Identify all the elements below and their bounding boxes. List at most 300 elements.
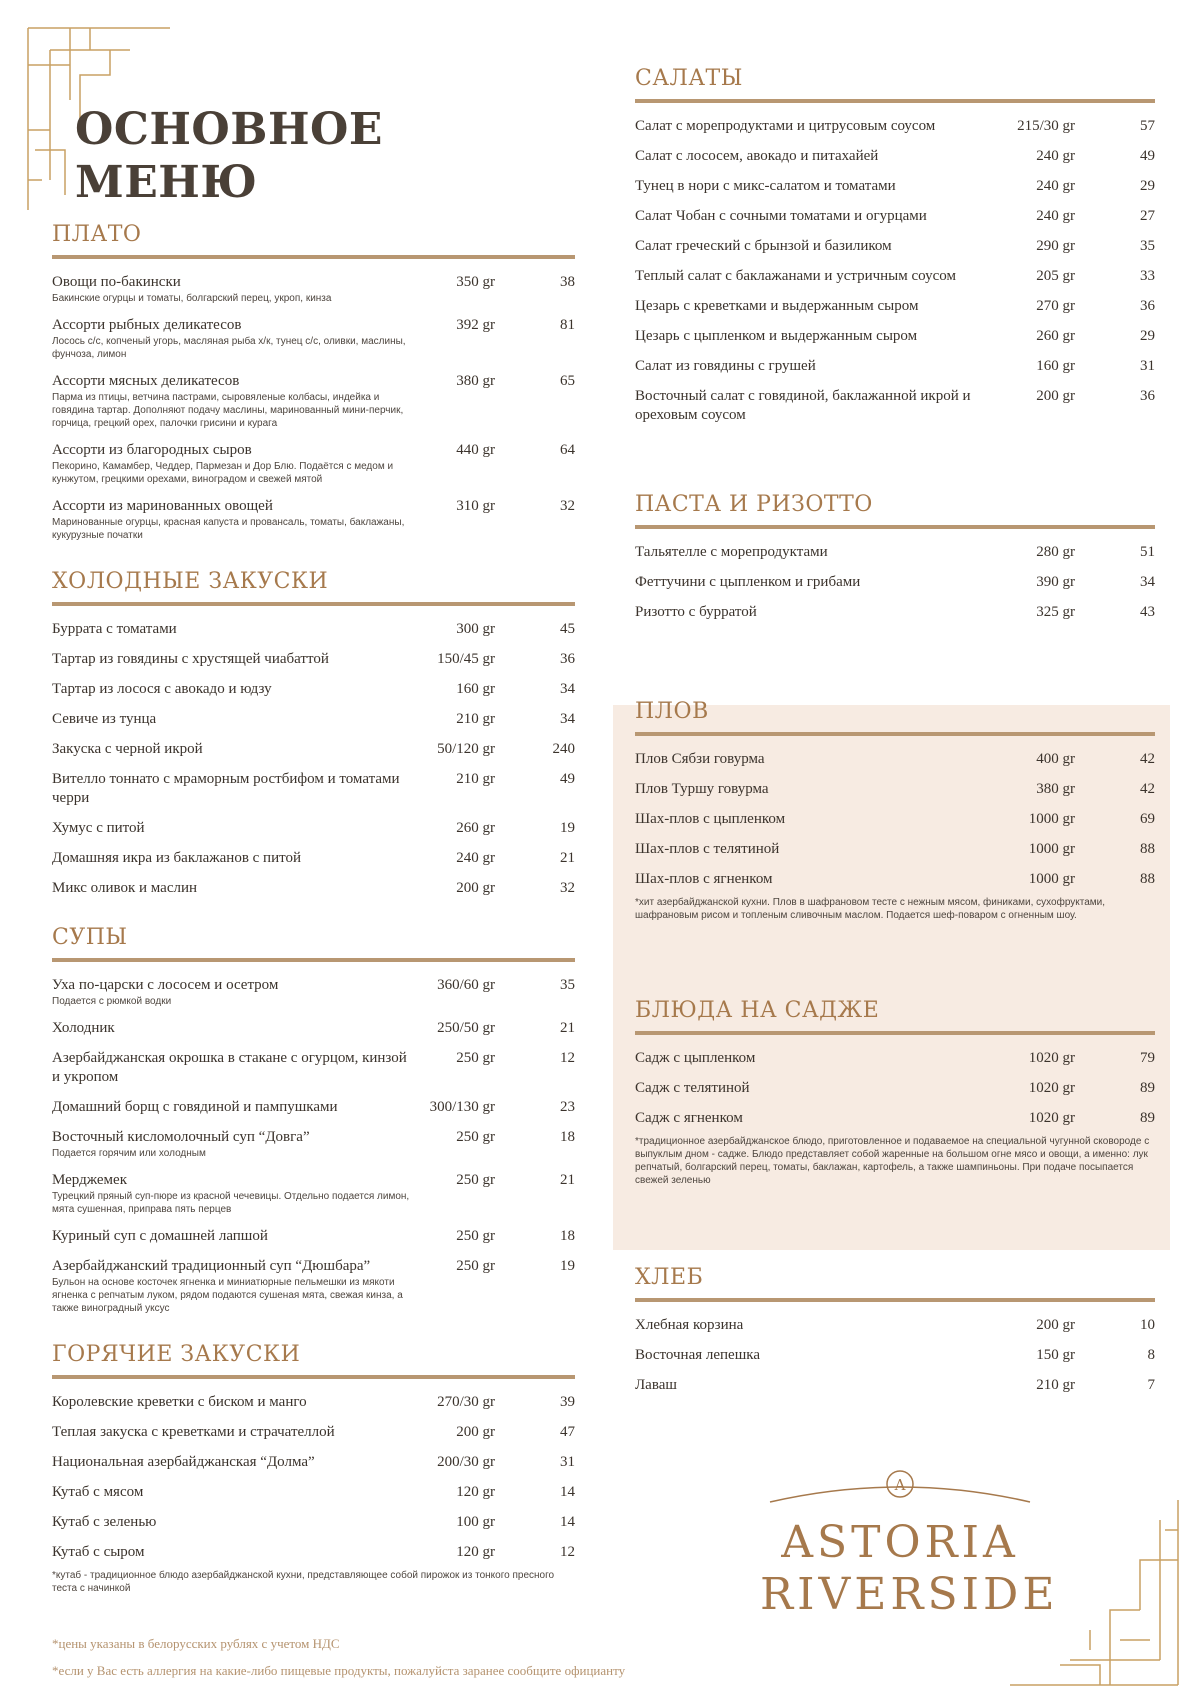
- menu-item-name-block: [52, 976, 415, 1008]
- menu-item-name-block: [635, 237, 995, 256]
- menu-item: [52, 970, 575, 1013]
- menu-item-name: Кутаб с мясом: [52, 1484, 144, 1500]
- section-note: *кутаб - традиционное блюдо азербайджанской кухни, представляющее собой пирожок из тонкого пресного теста с начинкой: [52, 1570, 555, 1594]
- menu-item-price: 29: [1140, 328, 1155, 344]
- menu-item-name-block: [52, 770, 415, 808]
- menu-item-name-block: [635, 297, 995, 316]
- section-plov: [635, 699, 1155, 922]
- menu-item-name: Шах-плов с цыпленком: [635, 811, 786, 827]
- menu-item-name: Хумус с питой: [52, 820, 145, 836]
- menu-item-price: 32: [560, 880, 575, 896]
- menu-item-name-block: [635, 1346, 995, 1365]
- menu-item-price: 14: [560, 1514, 575, 1530]
- menu-item: [52, 704, 575, 734]
- menu-item: [52, 1013, 575, 1043]
- menu-item-price: 14: [560, 1484, 575, 1500]
- menu-item-name-block: [52, 819, 415, 838]
- menu-item-weight: 240 gr: [1036, 208, 1075, 224]
- menu-item-name: Шах-плов с телятиной: [635, 841, 780, 857]
- menu-column-right: [635, 66, 1155, 1400]
- menu-item: [635, 1370, 1155, 1400]
- menu-item: [635, 201, 1155, 231]
- menu-item-weight: 150/45 gr: [437, 651, 495, 667]
- menu-item-name-block: [635, 603, 995, 622]
- menu-item-name-block: [52, 740, 415, 759]
- menu-item-name-block: [52, 1257, 415, 1315]
- menu-item: [635, 231, 1155, 261]
- page-title: ОСНОВНОЕ МЕНЮ: [75, 104, 383, 208]
- section-title: ПЛАТО: [52, 222, 575, 259]
- menu-item: [635, 864, 1155, 894]
- menu-item-name-block: [52, 710, 415, 729]
- menu-item-price: 240: [552, 741, 575, 757]
- menu-item-name-block: [635, 1049, 995, 1068]
- menu-item-description: Маринованные огурцы, красная капуста и провансаль, томаты, баклажаны, кукурузные початки: [52, 517, 405, 541]
- menu-item: [635, 597, 1155, 627]
- menu-item: [52, 310, 575, 366]
- menu-item: [635, 351, 1155, 381]
- menu-item-weight: 205 gr: [1036, 268, 1075, 284]
- menu-item-weight: 1000 gr: [1028, 841, 1075, 857]
- menu-item-name: Тартар из лосося с авокадо и юдзу: [52, 681, 272, 697]
- menu-item-price: 32: [560, 498, 575, 514]
- section-title: ХЛЕБ: [635, 1265, 1155, 1302]
- menu-item: [635, 1073, 1155, 1103]
- menu-item-name: Азербайджанская окрошка в стакане с огурцом, кинзой и укропом: [52, 1050, 407, 1085]
- menu-item-price: 65: [560, 373, 575, 389]
- menu-item-weight: 390 gr: [1036, 574, 1075, 590]
- menu-item-name-block: [635, 327, 995, 346]
- menu-item-weight: 270 gr: [1036, 298, 1075, 314]
- menu-item-price: 27: [1140, 208, 1155, 224]
- menu-item-name: Шах-плов с ягненком: [635, 871, 773, 887]
- menu-item-name-block: [635, 387, 995, 425]
- menu-item-weight: 1000 gr: [1028, 811, 1075, 827]
- menu-item: [635, 804, 1155, 834]
- footnote-prices: *цены указаны в белорусских рублях с учетом НДС: [52, 1636, 340, 1651]
- brand-logo: [760, 1462, 1059, 1621]
- menu-item-price: 8: [1147, 1347, 1155, 1363]
- menu-item-price: 31: [560, 1454, 575, 1470]
- menu-item-price: 39: [560, 1394, 575, 1410]
- menu-item: [52, 1417, 575, 1447]
- menu-item-price: 42: [1140, 751, 1155, 767]
- menu-item-name: Тартар из говядины с хрустящей чиабаттой: [52, 651, 329, 667]
- menu-item-list: [52, 1387, 575, 1567]
- menu-item: [52, 734, 575, 764]
- menu-item: [52, 674, 575, 704]
- menu-item-name-block: [52, 372, 415, 430]
- menu-item-price: 45: [560, 621, 575, 637]
- menu-item-weight: 400 gr: [1036, 751, 1075, 767]
- menu-item-weight: 310 gr: [456, 498, 495, 514]
- menu-item-name: Лаваш: [635, 1377, 677, 1393]
- menu-item-name-block: [52, 1227, 415, 1246]
- menu-item-name-block: [52, 1019, 415, 1038]
- menu-item-name: Азербайджанский традиционный суп “Дюшбара”: [52, 1258, 371, 1274]
- menu-item-weight: 280 gr: [1036, 544, 1075, 560]
- menu-item-price: 36: [1140, 388, 1155, 404]
- menu-item-name-block: [52, 273, 415, 305]
- menu-item-name: Теплый салат с баклажанами и устричным соусом: [635, 268, 956, 284]
- menu-item: [635, 744, 1155, 774]
- menu-item-price: 35: [1140, 238, 1155, 254]
- menu-item-price: 36: [560, 651, 575, 667]
- section-sadj: [635, 998, 1155, 1187]
- menu-item-price: 31: [1140, 358, 1155, 374]
- menu-item-weight: 160 gr: [456, 681, 495, 697]
- menu-item-name-block: [635, 1109, 995, 1128]
- menu-item-name: Овощи по-бакински: [52, 274, 181, 290]
- menu-item-name-block: [635, 147, 995, 166]
- menu-item: [52, 813, 575, 843]
- menu-item-weight: 240 gr: [1036, 148, 1075, 164]
- menu-item-description: Подается горячим или холодным: [52, 1148, 206, 1159]
- menu-item-name: Восточный кисломолочный суп “Довга”: [52, 1129, 310, 1145]
- menu-item: [635, 291, 1155, 321]
- menu-item-name-block: [52, 1483, 415, 1502]
- menu-item-price: 42: [1140, 781, 1155, 797]
- section-title: ГОРЯЧИЕ ЗАКУСКИ: [52, 1342, 575, 1379]
- section-hot: [52, 1342, 575, 1595]
- menu-item-name-block: [635, 117, 995, 136]
- menu-item: [635, 381, 1155, 430]
- menu-item-name: Восточная лепешка: [635, 1347, 760, 1363]
- menu-item-price: 19: [560, 820, 575, 836]
- logo-emblem-icon: [760, 1462, 1040, 1512]
- menu-item-weight: 250 gr: [456, 1172, 495, 1188]
- menu-item-description: Подается с рюмкой водки: [52, 996, 172, 1007]
- menu-item-name-block: [52, 1393, 415, 1412]
- menu-item: [635, 111, 1155, 141]
- menu-column-left: [52, 222, 575, 1595]
- footnote-allergy: *если у Вас есть аллергия на какие-либо пищевые продукты, пожалуйста заранее сообщите официанту: [52, 1663, 626, 1678]
- menu-item: [52, 873, 575, 903]
- menu-item-name: Микс оливок и маслин: [52, 880, 198, 896]
- menu-item-name-block: [52, 879, 415, 898]
- menu-item-name-block: [52, 1128, 415, 1160]
- menu-item-list: [635, 111, 1155, 430]
- menu-item: [635, 261, 1155, 291]
- menu-item-weight: 210 gr: [456, 711, 495, 727]
- menu-item: [52, 644, 575, 674]
- menu-item-price: 7: [1147, 1377, 1155, 1393]
- menu-item-price: 43: [1140, 604, 1155, 620]
- menu-item-list: [635, 1043, 1155, 1133]
- menu-item-name-block: [635, 750, 995, 769]
- menu-item-price: 12: [560, 1544, 575, 1560]
- menu-item: [52, 764, 575, 813]
- menu-item-price: 21: [560, 1172, 575, 1188]
- menu-item-name: Садж с цыпленком: [635, 1050, 756, 1066]
- menu-item-weight: 325 gr: [1036, 604, 1075, 620]
- menu-item-description: Турецкий пряный суп-пюре из красной чечевицы. Отдельно подается лимон, мята сушенная, приправа пять перцев: [52, 1191, 410, 1215]
- menu-item-price: 21: [560, 1020, 575, 1036]
- menu-item-price: 38: [560, 274, 575, 290]
- menu-item-price: 29: [1140, 178, 1155, 194]
- menu-item-weight: 300 gr: [456, 621, 495, 637]
- menu-item: [635, 774, 1155, 804]
- menu-item: [635, 321, 1155, 351]
- menu-item: [635, 171, 1155, 201]
- menu-item-name-block: [635, 1316, 995, 1335]
- menu-item: [52, 435, 575, 491]
- menu-item-name-block: [52, 1171, 415, 1216]
- menu-item-name-block: [52, 650, 415, 669]
- menu-item-description: Пекорино, Камамбер, Чеддер, Пармезан и Дор Блю. Подаётся с медом и кунжутом, грецкими орехами, виноградом и свежей мятой: [52, 461, 394, 485]
- menu-item-name-block: [635, 810, 995, 829]
- menu-item-weight: 1000 gr: [1028, 871, 1075, 887]
- menu-item-price: 88: [1140, 871, 1155, 887]
- menu-item-description: Бакинские огурцы и томаты, болгарский перец, укроп, кинза: [52, 293, 332, 304]
- menu-item: [52, 1507, 575, 1537]
- menu-item-weight: 270/30 gr: [437, 1394, 495, 1410]
- menu-item-price: 49: [1140, 148, 1155, 164]
- menu-item-weight: 200 gr: [1036, 1317, 1075, 1333]
- section-soups: [52, 925, 575, 1320]
- menu-item-description: Парма из птицы, ветчина пастрами, сыровяленые колбасы, индейка и говядина тартар. Дополняют подачу маслины, маринованный мини-перчик, горчица, грецкий орех, палочки грисини и курага: [52, 392, 404, 429]
- section-salads: [635, 66, 1155, 430]
- menu-item-weight: 200 gr: [1036, 388, 1075, 404]
- brand-name-line2: RIVERSIDE: [760, 1569, 1059, 1620]
- menu-item-price: 69: [1140, 811, 1155, 827]
- brand-name-line1: ASTORIA: [781, 1517, 1019, 1568]
- section-title: САЛАТЫ: [635, 66, 1155, 103]
- menu-item-name-block: [52, 849, 415, 868]
- menu-item-list: [52, 267, 575, 547]
- menu-item-weight: 440 gr: [456, 442, 495, 458]
- menu-item: [52, 1537, 575, 1567]
- menu-item-name-block: [52, 1453, 415, 1472]
- menu-item-list: [635, 1310, 1155, 1400]
- menu-item-price: 33: [1140, 268, 1155, 284]
- menu-item-name: Тунец в нори с микс-салатом и томатами: [635, 178, 896, 194]
- menu-item-list: [635, 744, 1155, 894]
- menu-item-weight: 350 gr: [456, 274, 495, 290]
- menu-item-name: Уха по-царски с лососем и осетром: [52, 977, 279, 993]
- menu-item-weight: 380 gr: [1036, 781, 1075, 797]
- menu-item-weight: 200/30 gr: [437, 1454, 495, 1470]
- menu-item-weight: 300/130 gr: [429, 1099, 495, 1115]
- menu-item-name-block: [52, 620, 415, 639]
- svg-text:A: A: [894, 1476, 906, 1494]
- menu-item-name: Цезарь с цыпленком и выдержанным сыром: [635, 328, 918, 344]
- menu-item-name: Салат греческий с брынзой и базиликом: [635, 238, 892, 254]
- menu-item-price: 35: [560, 977, 575, 993]
- menu-item: [635, 834, 1155, 864]
- menu-item: [52, 1221, 575, 1251]
- menu-item-weight: 210 gr: [1036, 1377, 1075, 1393]
- menu-item-name-block: [635, 357, 995, 376]
- menu-item-price: 34: [1140, 574, 1155, 590]
- menu-item-price: 34: [560, 711, 575, 727]
- menu-item: [52, 614, 575, 644]
- menu-item-weight: 290 gr: [1036, 238, 1075, 254]
- menu-item-weight: 250 gr: [456, 1228, 495, 1244]
- menu-item-name: Домашняя икра из баклажанов с питой: [52, 850, 301, 866]
- menu-item-weight: 120 gr: [456, 1484, 495, 1500]
- menu-item-weight: 380 gr: [456, 373, 495, 389]
- menu-item-name: Тальятелле с морепродуктами: [635, 544, 828, 560]
- menu-item-weight: 240 gr: [456, 850, 495, 866]
- menu-item-weight: 50/120 gr: [437, 741, 495, 757]
- menu-item-name-block: [52, 1049, 415, 1087]
- menu-item-name: Ассорти из благородных сыров: [52, 442, 252, 458]
- menu-item: [52, 1092, 575, 1122]
- menu-item-price: 89: [1140, 1110, 1155, 1126]
- menu-item-price: 18: [560, 1129, 575, 1145]
- section-plato: [52, 222, 575, 547]
- menu-item-name: Восточный салат с говядиной, баклажанной икрой и ореховым соусом: [635, 388, 971, 423]
- menu-item: [635, 1340, 1155, 1370]
- menu-item-price: 10: [1140, 1317, 1155, 1333]
- menu-item-weight: 120 gr: [456, 1544, 495, 1560]
- menu-item-name-block: [52, 441, 415, 486]
- menu-item-name-block: [635, 780, 995, 799]
- menu-item-weight: 250 gr: [456, 1258, 495, 1274]
- menu-item-name: Мерджемек: [52, 1172, 127, 1188]
- menu-item-name-block: [52, 1098, 415, 1117]
- menu-item: [52, 1122, 575, 1165]
- menu-item-weight: 150 gr: [1036, 1347, 1075, 1363]
- menu-item-name-block: [635, 870, 995, 889]
- menu-item-name: Буррата с томатами: [52, 621, 177, 637]
- menu-item-price: 12: [560, 1050, 575, 1066]
- menu-item: [52, 1165, 575, 1221]
- menu-item: [635, 1043, 1155, 1073]
- menu-item-name: Салат из говядины с грушей: [635, 358, 816, 374]
- menu-item: [635, 1310, 1155, 1340]
- menu-item-weight: 200 gr: [456, 1424, 495, 1440]
- menu-item-name: Феттучини с цыпленком и грибами: [635, 574, 861, 590]
- menu-item: [52, 1447, 575, 1477]
- menu-item-name: Кутаб с сыром: [52, 1544, 145, 1560]
- menu-item-name: Плов Сябзи говурма: [635, 751, 765, 767]
- menu-item-weight: 100 gr: [456, 1514, 495, 1530]
- section-title: ПАСТА И РИЗОТТО: [635, 492, 1155, 529]
- menu-item: [52, 366, 575, 435]
- section-title: ХОЛОДНЫЕ ЗАКУСКИ: [52, 569, 575, 606]
- menu-item-name: Теплая закуска с креветками и страчателлой: [52, 1424, 335, 1440]
- menu-item-list: [52, 970, 575, 1320]
- menu-item-price: 89: [1140, 1080, 1155, 1096]
- menu-item-weight: 250 gr: [456, 1129, 495, 1145]
- menu-item-name: Ассорти из маринованных овощей: [52, 498, 273, 514]
- menu-item-weight: 160 gr: [1036, 358, 1075, 374]
- menu-item-name: Ассорти рыбных деликатесов: [52, 317, 242, 333]
- menu-item-weight: 240 gr: [1036, 178, 1075, 194]
- menu-item-name-block: [635, 840, 995, 859]
- menu-item-name-block: [635, 1376, 995, 1395]
- menu-item: [52, 1043, 575, 1092]
- menu-item-name: Цезарь с креветками и выдержанным сыром: [635, 298, 919, 314]
- menu-item-name: Ризотто с бурратой: [635, 604, 757, 620]
- menu-item-list: [52, 614, 575, 903]
- section-title: СУПЫ: [52, 925, 575, 962]
- menu-item: [635, 141, 1155, 171]
- menu-item-price: 88: [1140, 841, 1155, 857]
- menu-item-name-block: [52, 680, 415, 699]
- menu-item-price: 19: [560, 1258, 575, 1274]
- menu-item-name: Национальная азербайджанская “Долма”: [52, 1454, 315, 1470]
- menu-item: [52, 1251, 575, 1320]
- menu-item-name-block: [52, 316, 415, 361]
- menu-item-weight: 210 gr: [456, 771, 495, 787]
- menu-item-name: Севиче из тунца: [52, 711, 157, 727]
- menu-item-price: 34: [560, 681, 575, 697]
- menu-item-name: Салат Чобан с сочными томатами и огурцами: [635, 208, 927, 224]
- menu-item-price: 81: [560, 317, 575, 333]
- menu-item-weight: 392 gr: [456, 317, 495, 333]
- section-bread: [635, 1265, 1155, 1400]
- menu-item-price: 57: [1140, 118, 1155, 134]
- menu-item: [635, 537, 1155, 567]
- menu-item-name: Закуска с черной икрой: [52, 741, 203, 757]
- menu-item-description: Лосось с/с, копченый угорь, масляная рыба х/к, тунец с/с, оливки, маслины, фунчоза, лимон: [52, 336, 406, 360]
- menu-item-weight: 1020 gr: [1028, 1050, 1075, 1066]
- menu-item-name: Кутаб с зеленью: [52, 1514, 157, 1530]
- menu-item: [52, 491, 575, 547]
- menu-item-name-block: [52, 1513, 415, 1532]
- menu-item: [52, 1387, 575, 1417]
- menu-item-list: [635, 537, 1155, 627]
- menu-item-name: Куриный суп с домашней лапшой: [52, 1228, 268, 1244]
- menu-item-price: 64: [560, 442, 575, 458]
- menu-item-weight: 260 gr: [456, 820, 495, 836]
- menu-item-name-block: [635, 207, 995, 226]
- section-note: *традиционное азербайджанское блюдо, приготовленное и подаваемое на специальной чугунной сковороде с выпуклым дном - садже. Блюдо представляет собой жаренные на большом огне мясо и овощи, а именно: лук репчатый, болгарский перец, томаты, баклажан, картофель, а также шампиньоны. При подаче посыпается свежей зеленью: [635, 1136, 1150, 1186]
- menu-item-name-block: [635, 177, 995, 196]
- menu-item: [52, 267, 575, 310]
- section-note: *хит азербайджанской кухни. Плов в шафрановом тесте с нежным мясом, финиками, сухофруктами, шафрановым рисом и топленым сливочным маслом. Подается шеф-поваром с огненным шоу.: [635, 897, 1106, 921]
- menu-item-name-block: [52, 1423, 415, 1442]
- menu-item-weight: 260 gr: [1036, 328, 1075, 344]
- section-pasta: [635, 492, 1155, 627]
- menu-item-price: 47: [560, 1424, 575, 1440]
- menu-item-name: Королевские креветки с биском и манго: [52, 1394, 307, 1410]
- menu-item-name: Салат с лососем, авокадо и питахайей: [635, 148, 879, 164]
- menu-item-name: Плов Туршу говурма: [635, 781, 769, 797]
- section-title: БЛЮДА НА САДЖЕ: [635, 998, 1155, 1035]
- menu-item-name: Хлебная корзина: [635, 1317, 744, 1333]
- menu-item-price: 36: [1140, 298, 1155, 314]
- menu-item-weight: 250/50 gr: [437, 1020, 495, 1036]
- menu-item-name-block: [635, 1079, 995, 1098]
- menu-item: [635, 1103, 1155, 1133]
- menu-item-name: Ассорти мясных деликатесов: [52, 373, 240, 389]
- menu-item-price: 79: [1140, 1050, 1155, 1066]
- menu-item-weight: 250 gr: [456, 1050, 495, 1066]
- menu-item: [52, 843, 575, 873]
- menu-item-price: 51: [1140, 544, 1155, 560]
- menu-item-price: 18: [560, 1228, 575, 1244]
- menu-item-price: 49: [560, 771, 575, 787]
- menu-item-name: Домашний борщ с говядиной и пампушками: [52, 1099, 338, 1115]
- menu-item-name-block: [52, 497, 415, 542]
- menu-item-name: Садж с ягненком: [635, 1110, 743, 1126]
- menu-item-name-block: [635, 267, 995, 286]
- menu-item-name-block: [635, 543, 995, 562]
- section-cold: [52, 569, 575, 903]
- menu-item-name: Садж с телятиной: [635, 1080, 750, 1096]
- menu-item-price: 21: [560, 850, 575, 866]
- menu-item-weight: 360/60 gr: [437, 977, 495, 993]
- menu-item-name-block: [52, 1543, 415, 1562]
- menu-item-name: Холодник: [52, 1020, 115, 1036]
- menu-item-weight: 1020 gr: [1028, 1110, 1075, 1126]
- menu-item-price: 23: [560, 1099, 575, 1115]
- menu-item-name-block: [635, 573, 995, 592]
